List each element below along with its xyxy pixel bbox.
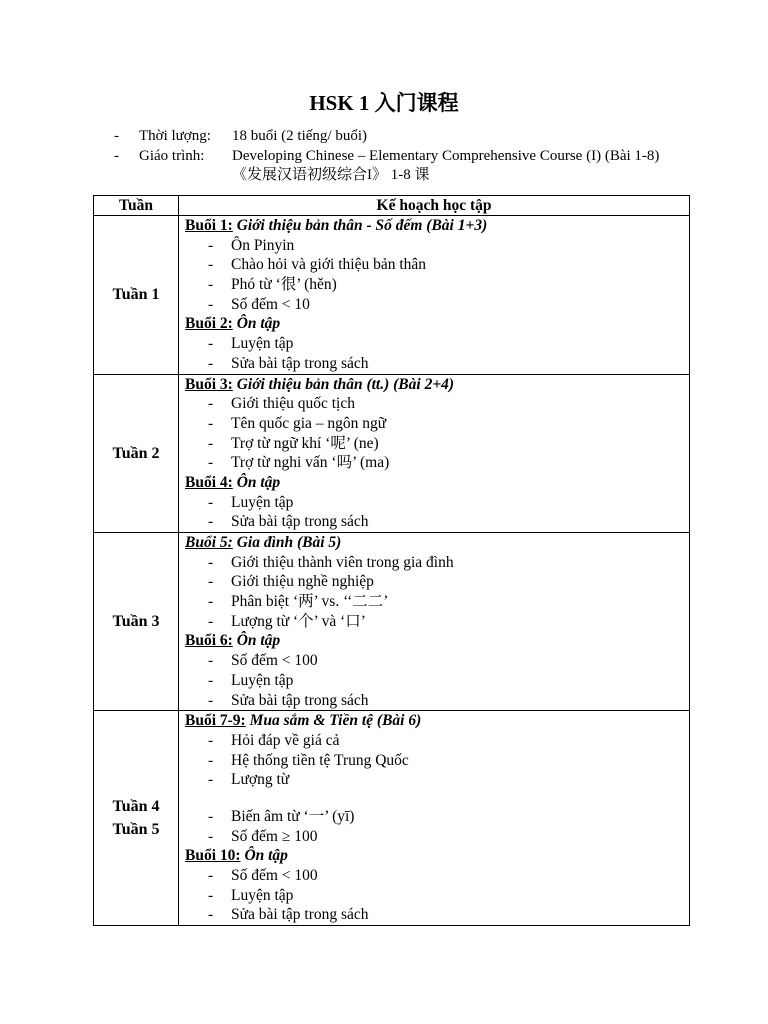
list-item-text: Trợ từ nghi vấn ‘吗’ (ma) <box>231 454 390 472</box>
list-item <box>185 770 689 790</box>
bullet-dash: - <box>208 867 214 884</box>
plan-cell <box>179 533 690 711</box>
session-title: Ôn tập <box>240 847 288 865</box>
list-item <box>185 453 689 473</box>
session-heading <box>185 846 689 866</box>
bullet-dash: - <box>208 671 214 689</box>
meta-dash: - <box>114 128 119 144</box>
week-cell <box>94 533 179 711</box>
list-item-text: Sửa bài tập trong sách <box>231 691 369 709</box>
session-heading <box>185 473 689 493</box>
bullet-dash: - <box>208 691 214 709</box>
bullet-dash: - <box>208 731 214 749</box>
list-item <box>185 827 689 847</box>
session-heading <box>185 711 689 731</box>
list-item-text: Ôn Pinyin <box>231 236 295 254</box>
list-item-text: Luyện tập <box>231 493 294 511</box>
list-item <box>185 592 689 612</box>
list-item-text: Sửa bài tập trong sách <box>231 354 369 372</box>
plan-cell <box>179 711 690 926</box>
list-item-text: Chào hỏi và giới thiệu bản thân <box>231 256 427 274</box>
week-cell <box>94 374 179 533</box>
list-item <box>185 394 689 414</box>
table-row <box>94 711 690 926</box>
session-title: Mua sắm & Tiền tệ (Bài 6) <box>245 712 422 730</box>
list-item <box>185 691 689 711</box>
bullet-dash: - <box>208 454 214 472</box>
document-title: HSK 1 入门课程 <box>309 91 459 115</box>
bullet-dash: - <box>208 573 214 591</box>
list-item <box>185 414 689 434</box>
meta-dash: - <box>114 148 119 164</box>
list-item-text: Giới thiệu nghề nghiệp <box>231 573 374 591</box>
list-item <box>185 807 689 827</box>
list-item-text: Luyện tập <box>231 671 294 689</box>
table-header-row <box>94 196 690 216</box>
study-plan-table <box>93 195 690 926</box>
list-item <box>185 572 689 592</box>
list-item <box>185 295 689 315</box>
list-item <box>185 671 689 691</box>
list-item-text: Số đếm ≥ 100 <box>231 827 318 845</box>
session-heading <box>185 375 689 395</box>
plan-cell <box>179 216 690 375</box>
list-item-text: Số đếm < 100 <box>231 867 318 884</box>
session-heading <box>185 216 689 236</box>
session-label: Buổi 1: <box>185 217 233 234</box>
bullet-dash: - <box>208 493 214 511</box>
list-item-text: Hỏi đáp về giá cả <box>231 731 340 749</box>
list-item <box>185 886 689 906</box>
bullet-dash: - <box>208 751 214 769</box>
session-label: Buổi 3: <box>185 375 233 393</box>
session-title: Ôn tập <box>232 473 281 491</box>
bullet-dash: - <box>208 807 214 825</box>
list-item-text: Giới thiệu quốc tịch <box>231 395 355 413</box>
list-item <box>185 354 689 374</box>
session-title: Ôn tập <box>232 315 281 333</box>
list-item-text: Trợ từ ngữ khí ‘呢’ (ne) <box>231 434 379 452</box>
meta-value: 18 buổi (2 tiếng/ buổi) <box>232 128 367 144</box>
session-label: Buổi 4: <box>185 473 233 491</box>
list-item-text: Sửa bài tập trong sách <box>231 906 369 924</box>
list-item-text: Lượng từ <box>231 771 290 789</box>
list-item <box>185 512 689 532</box>
list-item <box>185 434 689 454</box>
list-item <box>185 275 689 295</box>
header-plan: Kế hoạch học tập <box>179 196 690 216</box>
session-title: Giới thiệu bản thân - Số đếm (Bài 1+3) <box>232 217 488 234</box>
week-label: Tuần 4 <box>112 798 160 816</box>
list-item <box>185 334 689 354</box>
list-item-text: Lượng từ ‘个’ và ‘口’ <box>231 612 366 630</box>
bullet-dash: - <box>208 513 214 531</box>
list-item <box>185 493 689 513</box>
session-heading <box>185 631 689 651</box>
list-item <box>185 553 689 573</box>
bullet-dash: - <box>208 553 214 571</box>
meta-label: Thời lượng: <box>139 128 211 144</box>
list-item <box>185 651 689 671</box>
bullet-dash: - <box>208 593 214 611</box>
list-item <box>185 751 689 771</box>
list-item <box>185 866 689 886</box>
blank-line <box>185 790 689 807</box>
session-label: Buổi 5: <box>185 534 233 551</box>
list-item-text: Hệ thống tiền tệ Trung Quốc <box>231 751 409 769</box>
bullet-dash: - <box>208 652 214 670</box>
list-item-text: Giới thiệu thành viên trong gia đình <box>231 553 454 571</box>
bullet-dash: - <box>208 886 214 904</box>
table-row <box>94 216 690 375</box>
session-title: Ôn tập <box>232 632 281 650</box>
list-item-text: Phó từ ‘很’ (hěn) <box>231 276 337 294</box>
week-cell <box>94 216 179 375</box>
week-label: Tuần 2 <box>112 444 160 462</box>
bullet-dash: - <box>208 434 214 452</box>
bullet-dash: - <box>208 295 214 313</box>
session-heading <box>185 533 689 553</box>
session-label: Buổi 10: <box>185 847 241 865</box>
header-week: Tuần <box>94 196 179 216</box>
week-label: Tuần 5 <box>112 821 160 839</box>
session-heading <box>185 314 689 334</box>
bullet-dash: - <box>208 414 214 432</box>
session-title: Giới thiệu bản thân (tt.) (Bài 2+4) <box>232 375 455 393</box>
list-item-text: Sửa bài tập trong sách <box>231 513 369 531</box>
meta-value: 《发展汉语初级综合I》 1-8 课 <box>232 167 430 183</box>
bullet-dash: - <box>208 612 214 630</box>
list-item-text: Luyện tập <box>231 335 294 353</box>
session-title: Gia đình (Bài 5) <box>232 534 342 551</box>
list-item <box>185 905 689 925</box>
bullet-dash: - <box>208 827 214 845</box>
session-label: Buổi 2: <box>185 315 233 333</box>
session-label: Buổi 6: <box>185 632 233 650</box>
list-item-text: Luyện tập <box>231 886 294 904</box>
session-label: Buổi 7-9: <box>185 712 246 730</box>
bullet-dash: - <box>208 236 214 254</box>
list-item-text: Số đếm < 100 <box>231 652 318 670</box>
meta-label: Giáo trình: <box>139 148 205 164</box>
list-item-text: Số đếm < 10 <box>231 295 310 313</box>
plan-cell <box>179 374 690 533</box>
week-label: Tuần 3 <box>112 613 160 631</box>
bullet-dash: - <box>208 256 214 274</box>
list-item-text: Tên quốc gia – ngôn ngữ <box>231 414 387 432</box>
bullet-dash: - <box>208 395 214 413</box>
list-item <box>185 255 689 275</box>
list-item <box>185 236 689 256</box>
bullet-dash: - <box>208 276 214 294</box>
bullet-dash: - <box>208 354 214 372</box>
week-label: Tuần 1 <box>112 286 160 304</box>
list-item-text: Phân biệt ‘两’ vs. ‘‘二二’ <box>231 593 389 611</box>
bullet-dash: - <box>208 335 214 353</box>
list-item <box>185 612 689 632</box>
bullet-dash: - <box>208 771 214 789</box>
meta-value: Developing Chinese – Elementary Comprehensive Course (I) (Bài 1-8) <box>232 148 660 164</box>
table-row <box>94 533 690 711</box>
list-item <box>185 731 689 751</box>
list-item-text: Biến âm từ ‘一’ (yī) <box>231 807 355 825</box>
week-cell <box>94 711 179 926</box>
bullet-dash: - <box>208 906 214 924</box>
table-row <box>94 374 690 533</box>
